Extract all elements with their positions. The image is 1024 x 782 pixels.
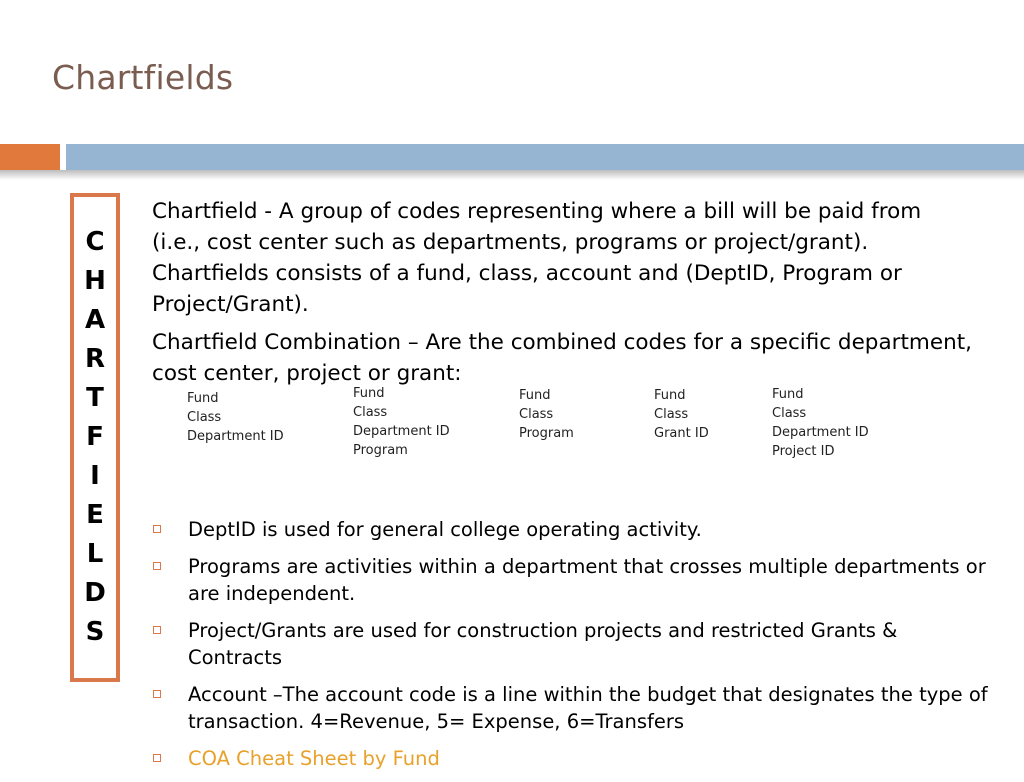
square-bullet-icon [153,525,161,533]
letter: F [86,422,104,452]
bullet-list [152,516,992,782]
list-item: Project/Grants are used for construction projects and restricted Grants & Contracts [152,617,992,671]
letter: L [86,539,104,569]
square-bullet-icon [153,626,161,634]
chartfield-definition: Chartfield - A group of codes representing where a bill will be paid from (i.e., cost center such as departments, programs or project/grant). Chartfields consists of a fund, class, account and (DeptID, Program or Project/Grant). [152,199,922,317]
combo-dept-program: Fund Class Department ID Program [353,386,450,458]
vertical-chartfields-label [70,193,120,682]
slide-title: Chartfields [52,58,234,97]
coa-cheat-sheet-link[interactable]: COA Cheat Sheet by Fund [188,747,440,770]
letter: A [84,305,106,335]
square-bullet-icon [153,690,161,698]
letter: D [84,578,106,608]
square-bullet-icon [153,754,161,762]
letter: C [85,227,105,257]
letter: E [86,500,104,530]
combo-grant: Fund Class Grant ID [654,388,709,441]
letter: H [84,266,106,296]
combination-definition: Chartfield Combination – Are the combined codes for a specific department, cost center, project or grant: [152,330,972,386]
list-item: DeptID is used for general college operating activity. [152,516,992,543]
combo-project: Fund Class Department ID Project ID [772,387,869,459]
header-accent-blue [66,144,1024,170]
combo-program: Fund Class Program [519,388,574,441]
letter: T [86,383,104,413]
header-accent-orange [0,144,60,170]
list-item: Account –The account code is a line within the budget that designates the type of transaction. 4=Revenue, 5= Expense, 6=Transfers [152,681,992,735]
list-item: Programs are activities within a department that crosses multiple departments or are independent. [152,553,992,607]
combo-dept: Fund Class Department ID [187,391,284,444]
letter: I [90,461,100,491]
square-bullet-icon [153,562,161,570]
letter: S [85,617,105,647]
letter: R [84,344,106,374]
